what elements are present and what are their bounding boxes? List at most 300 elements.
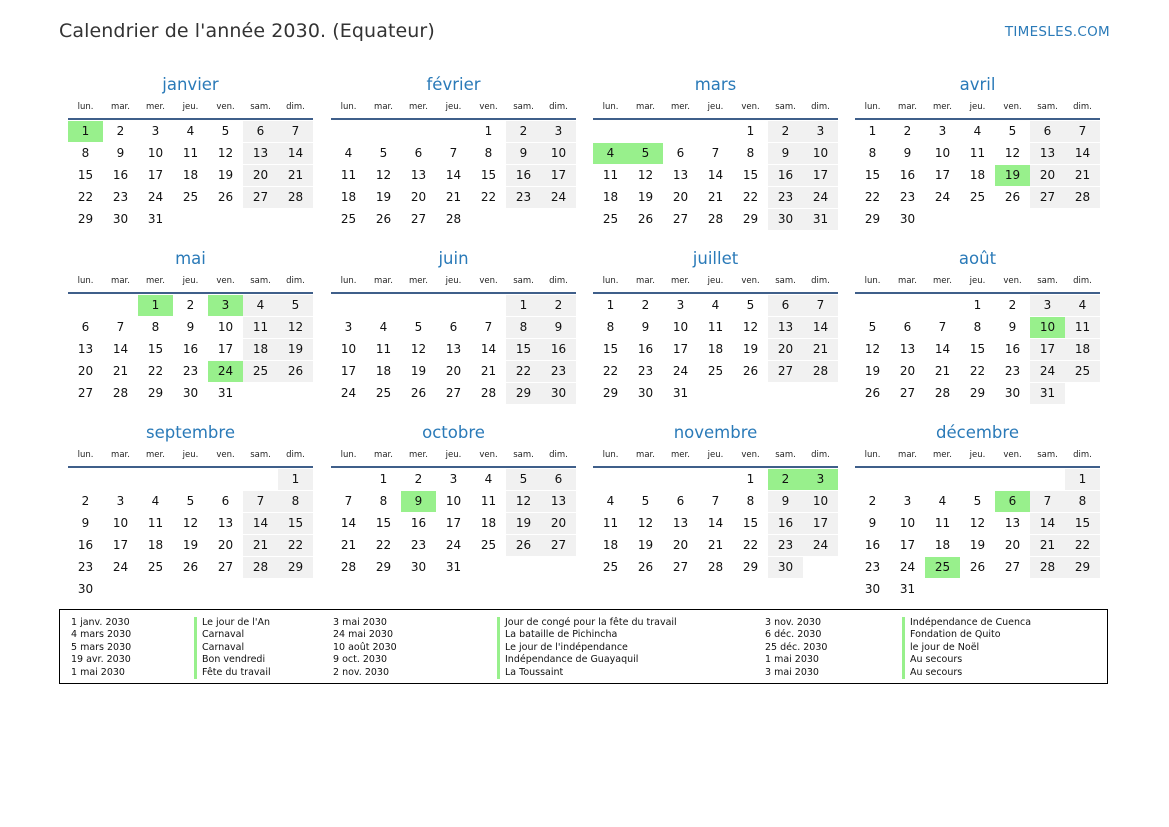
day-cell: 1 [506, 295, 541, 316]
day-cell: 21 [243, 535, 278, 556]
day-cell: 23 [637, 364, 654, 378]
empty-day-cell [103, 295, 138, 316]
week-row [855, 490, 1100, 512]
day-cell: 1 [746, 472, 755, 486]
day-cell: 8 [379, 494, 388, 508]
day-cell: 8 [746, 146, 755, 160]
day-cell: 15 [147, 342, 164, 356]
month-name: août [958, 249, 997, 268]
week-row [855, 534, 1100, 556]
weekday-label: dim. [1073, 276, 1092, 286]
empty-day-cell [68, 295, 103, 316]
day-cell: 26 [742, 364, 759, 378]
weekday-label: sam. [775, 102, 796, 112]
week-row [331, 294, 576, 316]
day-cell: 2 [541, 295, 576, 316]
day-cell: 23 [1004, 364, 1021, 378]
weekday-label: ven. [216, 450, 235, 460]
day-cell: 9 [1008, 320, 1017, 334]
day-cell: 24 [672, 364, 689, 378]
day-cell: 25 [375, 386, 392, 400]
week-row [855, 186, 1100, 208]
day-cell: 27 [768, 361, 803, 382]
week-row [68, 294, 313, 316]
week-row [331, 468, 576, 490]
day-cell: 30 [637, 386, 654, 400]
day-cell: 20 [768, 339, 803, 360]
weekday-label: lun. [602, 450, 619, 460]
empty-day-cell [331, 469, 366, 490]
empty-day-cell [960, 579, 995, 600]
day-cell: 3 [1030, 295, 1065, 316]
day-cell: 29 [602, 386, 619, 400]
day-cell: 4 [1065, 295, 1100, 316]
month-name: juin [438, 249, 469, 268]
day-cell: 27 [445, 386, 462, 400]
empty-day-cell [436, 121, 471, 142]
day-cell: 19 [375, 190, 392, 204]
day-cell: 18 [182, 168, 199, 182]
weekday-label: ven. [1003, 276, 1022, 286]
day-cell: 18 [707, 342, 724, 356]
day-cell: 1 [746, 124, 755, 138]
day-cell: 3 [449, 472, 458, 486]
month-10 [593, 422, 838, 578]
day-cell: 18 [602, 538, 619, 552]
empty-day-cell [960, 209, 995, 230]
day-cell: 21 [1065, 165, 1100, 186]
day-cell: 15 [969, 342, 986, 356]
day-cell: 5 [746, 298, 755, 312]
site-link[interactable]: TIMESLES.COM [1004, 24, 1110, 40]
day-cell: 19 [637, 190, 654, 204]
day-cell: 7 [243, 491, 278, 512]
empty-day-cell [436, 295, 471, 316]
day-cell: 12 [864, 342, 881, 356]
day-cell: 13 [768, 317, 803, 338]
day-cell: 16 [410, 516, 427, 530]
day-cell: 27 [217, 560, 234, 574]
week-row [68, 164, 313, 186]
week-row [331, 382, 576, 404]
day-cell: 6 [676, 146, 685, 160]
legend-date: 1 mai 2030 [765, 654, 819, 666]
week-row [68, 338, 313, 360]
week-row [331, 512, 576, 534]
day-cell: 8 [1065, 491, 1100, 512]
day-cell: 3 [116, 494, 125, 508]
day-cell: 5 [221, 124, 230, 138]
day-cell: 30 [182, 386, 199, 400]
day-cell: 16 [541, 339, 576, 360]
empty-day-cell [1030, 579, 1065, 600]
day-cell: 2 [868, 494, 877, 508]
weekday-label: sam. [1037, 276, 1058, 286]
week-row [331, 186, 576, 208]
day-cell: 11 [707, 320, 724, 334]
empty-day-cell [243, 469, 278, 490]
weekday-label: jeu. [182, 276, 199, 286]
day-cell: 5 [186, 494, 195, 508]
day-cell: 21 [707, 538, 724, 552]
month-0 [68, 74, 313, 230]
weekday-label: mar. [898, 450, 917, 460]
empty-day-cell [855, 295, 890, 316]
day-cell: 14 [934, 342, 951, 356]
weekday-label: mar. [374, 276, 393, 286]
empty-day-cell [995, 579, 1030, 600]
weekday-label: lun. [77, 450, 94, 460]
day-cell: 11 [602, 168, 619, 182]
weekday-label: jeu. [182, 102, 199, 112]
day-cell: 22 [375, 538, 392, 552]
day-cell: 22 [1065, 535, 1100, 556]
week-row [855, 578, 1100, 600]
day-cell: 22 [969, 364, 986, 378]
day-cell: 6 [81, 320, 90, 334]
day-cell: 2 [1008, 298, 1017, 312]
empty-day-cell [208, 469, 243, 490]
day-cell: 29 [147, 386, 164, 400]
day-cell: 4 [711, 298, 720, 312]
legend-dates-col [765, 617, 827, 679]
day-cell: 6 [221, 494, 230, 508]
weekday-label: dim. [549, 276, 568, 286]
weekday-header [855, 444, 1100, 468]
week-row [855, 360, 1100, 382]
day-cell: 18 [934, 538, 951, 552]
empty-day-cell [890, 469, 925, 490]
legend-holiday-name: Indépendance de Guayaquil [497, 654, 677, 666]
empty-day-cell [331, 295, 366, 316]
month-9 [331, 422, 576, 578]
weekday-label: ven. [1003, 102, 1022, 112]
day-cell: 12 [410, 342, 427, 356]
weekday-label: mar. [898, 276, 917, 286]
day-cell: 15 [77, 168, 94, 182]
day-cell: 1 [973, 298, 982, 312]
legend-holiday-name: Fondation de Quito [902, 629, 1031, 641]
day-cell: 4 [186, 124, 195, 138]
day-cell: 29 [969, 386, 986, 400]
legend-date: 1 mai 2030 [71, 666, 125, 678]
weekday-label: jeu. [969, 450, 986, 460]
day-cell: 8 [606, 320, 615, 334]
empty-day-cell [506, 557, 541, 578]
day-cell: 10 [445, 494, 462, 508]
weekday-label: mer. [409, 450, 428, 460]
day-cell: 11 [480, 494, 497, 508]
day-cell: 16 [864, 538, 881, 552]
day-cell: 28 [243, 557, 278, 578]
day-cell: 7 [938, 320, 947, 334]
day-cell: 22 [506, 361, 541, 382]
day-cell: 26 [1004, 190, 1021, 204]
weekday-label: jeu. [445, 450, 462, 460]
weekday-label: lun. [864, 102, 881, 112]
day-cell: 15 [375, 516, 392, 530]
day-cell: 2 [81, 494, 90, 508]
weekday-label: mer. [146, 102, 165, 112]
legend-holiday-name: Au secours [902, 667, 1031, 679]
weekday-label: ven. [216, 102, 235, 112]
day-cell: 31 [147, 212, 164, 226]
empty-day-cell [698, 383, 733, 404]
day-cell: 11 [340, 168, 357, 182]
day-cell: 23 [410, 538, 427, 552]
month-name: novembre [673, 423, 758, 442]
day-cell: 14 [480, 342, 497, 356]
empty-day-cell [890, 295, 925, 316]
empty-day-cell [138, 579, 173, 600]
weekday-label: sam. [250, 102, 271, 112]
legend-dates-col [71, 617, 131, 679]
week-row [68, 468, 313, 490]
empty-day-cell [1065, 579, 1100, 600]
day-cell: 24 [1030, 361, 1065, 382]
month-11 [855, 422, 1100, 600]
empty-day-cell [506, 209, 541, 230]
day-cell: 22 [742, 190, 759, 204]
day-cell: 16 [768, 513, 803, 534]
day-cell: 1 [868, 124, 877, 138]
day-cell: 5 [278, 295, 313, 316]
weekday-label: sam. [513, 276, 534, 286]
day-cell: 22 [77, 190, 94, 204]
empty-day-cell [593, 469, 628, 490]
day-cell: 15 [1065, 513, 1100, 534]
weekday-label: jeu. [445, 276, 462, 286]
day-cell: 13 [899, 342, 916, 356]
weekday-label: mer. [146, 276, 165, 286]
day-cell: 14 [707, 516, 724, 530]
day-cell: 18 [147, 538, 164, 552]
empty-day-cell [995, 469, 1030, 490]
weekday-label: dim. [1073, 450, 1092, 460]
day-cell: 28 [707, 212, 724, 226]
week-row [855, 338, 1100, 360]
day-cell: 3 [803, 121, 838, 142]
day-cell: 12 [969, 516, 986, 530]
empty-day-cell [471, 557, 506, 578]
day-cell: 20 [77, 364, 94, 378]
legend-holiday-name: Le jour de l'An [194, 617, 271, 629]
weekday-label: mar. [374, 102, 393, 112]
day-cell: 9 [81, 516, 90, 530]
day-cell: 14 [112, 342, 129, 356]
day-cell: 21 [707, 190, 724, 204]
empty-day-cell [698, 121, 733, 142]
weekday-label: mar. [898, 102, 917, 112]
week-row [331, 556, 576, 578]
empty-day-cell [366, 121, 401, 142]
day-cell: 23 [541, 361, 576, 382]
day-cell: 23 [112, 190, 129, 204]
day-cell: 18 [602, 190, 619, 204]
day-cell: 12 [637, 168, 654, 182]
holiday-day-cell: 19 [995, 165, 1030, 186]
empty-day-cell [278, 579, 313, 600]
day-cell: 20 [1030, 165, 1065, 186]
day-cell: 3 [541, 121, 576, 142]
day-cell: 22 [742, 538, 759, 552]
day-cell: 15 [742, 516, 759, 530]
day-cell: 17 [112, 538, 129, 552]
day-cell: 14 [243, 513, 278, 534]
weekday-label: lun. [77, 276, 94, 286]
day-cell: 1 [379, 472, 388, 486]
day-cell: 12 [375, 168, 392, 182]
holiday-day-cell: 3 [208, 295, 243, 316]
week-row [331, 360, 576, 382]
legend-date: 4 mars 2030 [71, 629, 132, 641]
day-cell: 29 [506, 383, 541, 404]
day-cell: 10 [541, 143, 576, 164]
day-cell: 18 [340, 190, 357, 204]
legend-holiday-name: Indépendance de Cuenca [902, 617, 1031, 629]
empty-day-cell [471, 295, 506, 316]
day-cell: 11 [969, 146, 986, 160]
day-cell: 16 [1004, 342, 1021, 356]
day-cell: 25 [969, 190, 986, 204]
day-cell: 25 [243, 361, 278, 382]
day-cell: 27 [1004, 560, 1021, 574]
day-cell: 26 [637, 212, 654, 226]
day-cell: 8 [746, 494, 755, 508]
day-cell: 13 [77, 342, 94, 356]
day-cell: 21 [480, 364, 497, 378]
holiday-day-cell: 24 [208, 361, 243, 382]
day-cell: 16 [637, 342, 654, 356]
day-cell: 28 [278, 187, 313, 208]
day-cell: 6 [541, 469, 576, 490]
day-cell: 27 [899, 386, 916, 400]
week-row [68, 120, 313, 142]
empty-day-cell [768, 383, 803, 404]
day-cell: 10 [934, 146, 951, 160]
day-cell: 18 [243, 339, 278, 360]
day-cell: 14 [278, 143, 313, 164]
empty-day-cell [243, 209, 278, 230]
day-cell: 28 [445, 212, 462, 226]
day-cell: 12 [278, 317, 313, 338]
day-cell: 12 [217, 146, 234, 160]
week-row [68, 534, 313, 556]
day-cell: 26 [278, 361, 313, 382]
weekday-label: ven. [741, 102, 760, 112]
empty-day-cell [68, 469, 103, 490]
holiday-day-cell: 10 [1030, 317, 1065, 338]
day-cell: 5 [868, 320, 877, 334]
day-cell: 17 [899, 538, 916, 552]
day-cell: 13 [243, 143, 278, 164]
day-cell: 11 [1065, 317, 1100, 338]
day-cell: 21 [278, 165, 313, 186]
day-cell: 7 [278, 121, 313, 142]
weekday-label: lun. [77, 102, 94, 112]
day-cell: 20 [217, 538, 234, 552]
empty-day-cell [103, 469, 138, 490]
week-row [855, 164, 1100, 186]
holiday-day-cell: 1 [138, 295, 173, 316]
day-cell: 23 [768, 535, 803, 556]
empty-day-cell [925, 579, 960, 600]
day-cell: 12 [637, 516, 654, 530]
day-cell: 21 [340, 538, 357, 552]
empty-day-cell [1065, 209, 1100, 230]
day-cell: 22 [864, 190, 881, 204]
weekday-label: dim. [286, 276, 305, 286]
day-cell: 30 [77, 582, 94, 596]
day-cell: 10 [803, 491, 838, 512]
day-cell: 30 [1004, 386, 1021, 400]
day-cell: 3 [903, 494, 912, 508]
legend-names-col [497, 617, 677, 679]
day-cell: 27 [243, 187, 278, 208]
legend-holiday-name: La Toussaint [497, 667, 677, 679]
week-row [331, 208, 576, 230]
holiday-day-cell: 2 [768, 469, 803, 490]
day-cell: 10 [112, 516, 129, 530]
week-row [593, 294, 838, 316]
day-cell: 19 [864, 364, 881, 378]
weekday-label: lun. [864, 276, 881, 286]
day-cell: 27 [1030, 187, 1065, 208]
day-cell: 6 [676, 494, 685, 508]
weekday-label: jeu. [445, 102, 462, 112]
day-cell: 17 [340, 364, 357, 378]
legend-names-col [194, 617, 271, 679]
weekday-header [331, 96, 576, 120]
day-cell: 28 [1030, 557, 1065, 578]
weekday-label: mer. [671, 276, 690, 286]
day-cell: 16 [506, 165, 541, 186]
empty-day-cell [663, 469, 698, 490]
day-cell: 11 [375, 342, 392, 356]
month-7 [855, 248, 1100, 404]
weekday-label: mer. [146, 450, 165, 460]
day-cell: 14 [445, 168, 462, 182]
week-row [68, 360, 313, 382]
day-cell: 25 [707, 364, 724, 378]
weekday-label: ven. [479, 276, 498, 286]
weekday-label: dim. [286, 450, 305, 460]
legend-date: 19 avr. 2030 [71, 654, 131, 666]
day-cell: 31 [217, 386, 234, 400]
weekday-label: dim. [811, 450, 830, 460]
day-cell: 25 [480, 538, 497, 552]
legend-names-col [902, 617, 1031, 679]
week-row [68, 490, 313, 512]
legend-holiday-name: Le jour de l'indépendance [497, 642, 677, 654]
day-cell: 23 [77, 560, 94, 574]
empty-day-cell [401, 121, 436, 142]
month-name: octobre [422, 423, 485, 442]
day-cell: 19 [217, 168, 234, 182]
day-cell: 20 [899, 364, 916, 378]
day-cell: 30 [541, 383, 576, 404]
day-cell: 16 [899, 168, 916, 182]
day-cell: 9 [541, 317, 576, 338]
day-cell: 9 [116, 146, 125, 160]
day-cell: 29 [742, 212, 759, 226]
day-cell: 19 [182, 538, 199, 552]
day-cell: 30 [410, 560, 427, 574]
day-cell: 15 [506, 339, 541, 360]
day-cell: 28 [112, 386, 129, 400]
day-cell: 12 [742, 320, 759, 334]
day-cell: 27 [672, 212, 689, 226]
